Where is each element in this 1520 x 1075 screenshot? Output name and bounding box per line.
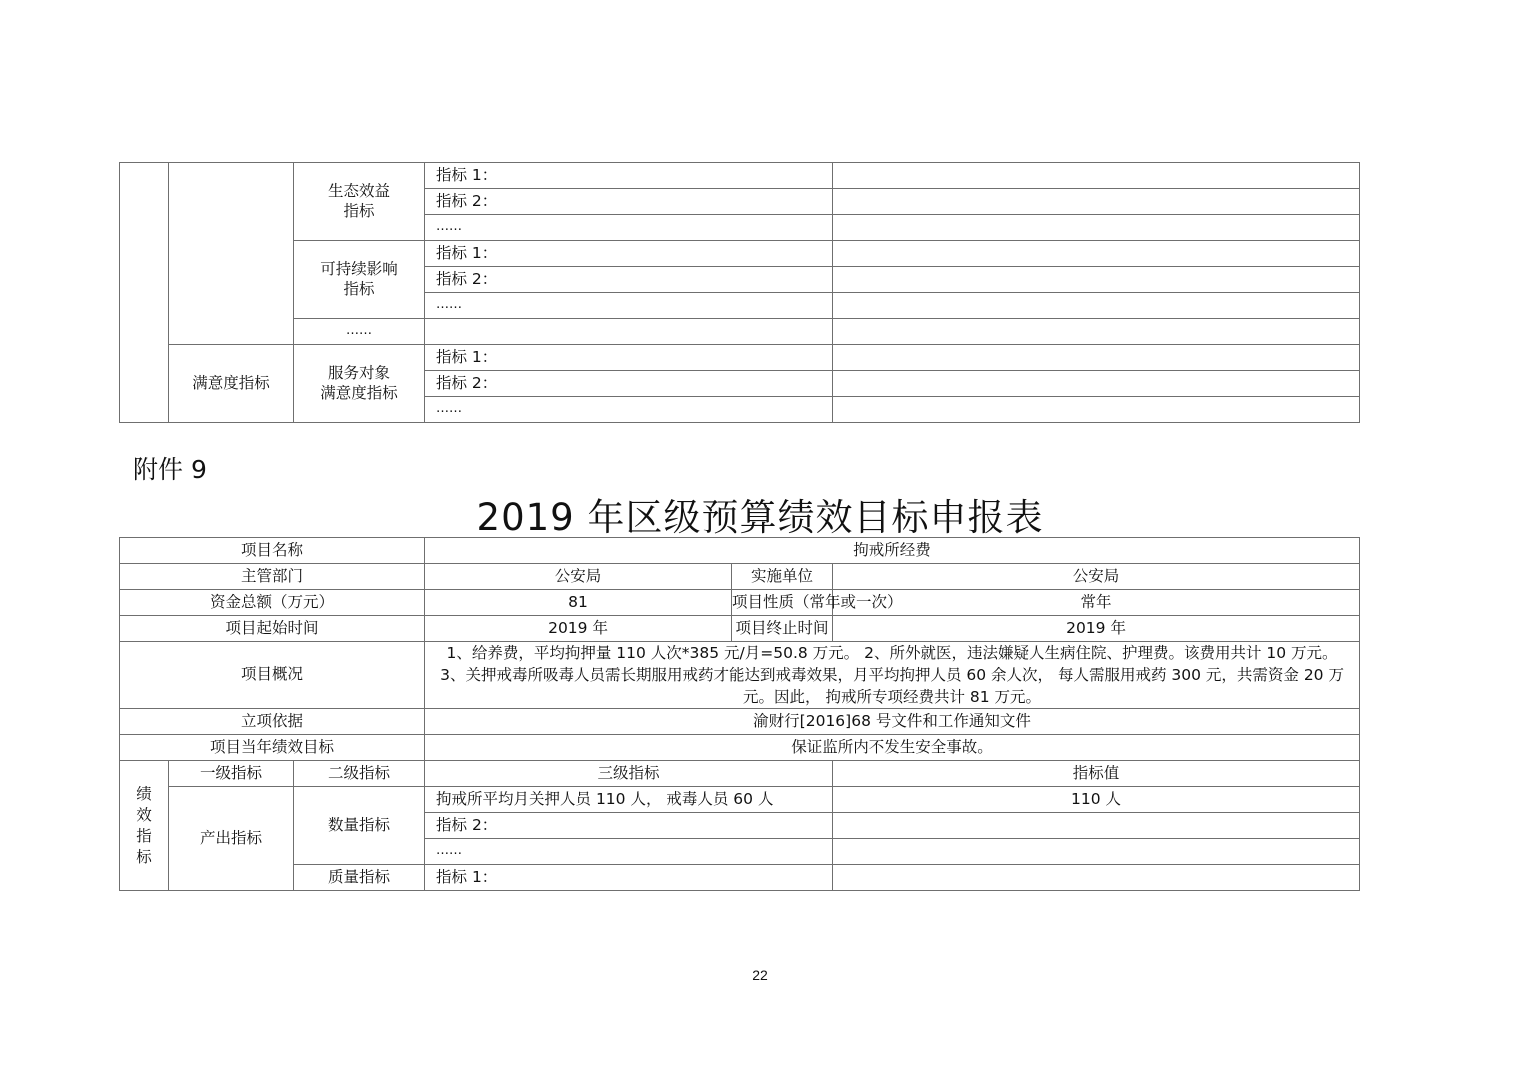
overview-label: 项目概况 (120, 642, 425, 709)
sustain-indicator-1: 指标 1： (425, 241, 833, 267)
document-title: 2019 年区级预算绩效目标申报表 (476, 496, 1044, 539)
quantity-value-1: 110 人 (833, 787, 1360, 813)
eco-value-2 (833, 189, 1360, 215)
satisfaction-indicator-more: …… (425, 397, 833, 423)
header-value: 指标值 (833, 761, 1360, 787)
level2-more: …… (294, 319, 425, 345)
quantity-indicator-more: …… (425, 839, 833, 865)
quality-indicator-1: 指标 1： (425, 865, 833, 891)
quantity-value-2 (833, 813, 1360, 839)
satisfaction-indicator-1: 指标 1： (425, 345, 833, 371)
header-level2: 二级指标 (294, 761, 425, 787)
implementer-value: 公安局 (833, 564, 1360, 590)
sustain-value-3 (833, 293, 1360, 319)
department-value: 公安局 (425, 564, 732, 590)
overview-text: 1、给养费，平均拘押量 110 人次*385 元/月=50.8 万元。 2、所外就医，违法嫌疑人生病住院、护理费。该费用共计 10 万元。 3、关押戒毒所吸毒人员需长期服用戒药才能达到戒毒效果，月平均拘押人员 60 余人次， 每人需服用戒药 300 元，共需资金 20 万元。因此， 拘戒所专项经费共计 81 万元。 (425, 642, 1360, 709)
eco-indicator-1: 指标 1： (425, 163, 833, 189)
more-value (833, 319, 1360, 345)
quantity-indicator-1: 拘戒所平均月关押人员 110 人， 戒毒人员 60 人 (425, 787, 833, 813)
satisfaction-value-1 (833, 345, 1360, 371)
department-label: 主管部门 (120, 564, 425, 590)
page-number: 22 (752, 967, 768, 983)
project-name-value: 拘戒所经费 (425, 538, 1360, 564)
satisfaction-indicator-2: 指标 2： (425, 371, 833, 397)
total-funds-value: 81 (425, 590, 732, 616)
sustain-value-1 (833, 241, 1360, 267)
goal-label: 项目当年绩效目标 (120, 735, 425, 761)
end-time-value: 2019 年 (833, 616, 1360, 642)
satisfaction-label: 满意度指标 (169, 345, 294, 423)
sustain-value-2 (833, 267, 1360, 293)
start-time-label: 项目起始时间 (120, 616, 425, 642)
indicator-table-continued (119, 162, 1360, 423)
service-satisfaction-label: 服务对象 满意度指标 (294, 345, 425, 423)
level1-cell (169, 163, 294, 345)
end-time-label: 项目终止时间 (732, 616, 833, 642)
more-indicator (425, 319, 833, 345)
quality-indicator-label: 质量指标 (294, 865, 425, 891)
nature-label: 项目性质（常年或一次） (732, 590, 833, 616)
attachment-label: 附件 9 (133, 455, 207, 484)
output-indicator-label: 产出指标 (169, 787, 294, 891)
eco-value-1 (833, 163, 1360, 189)
eco-benefit-label: 生态效益 指标 (294, 163, 425, 241)
start-time-value: 2019 年 (425, 616, 732, 642)
header-level1: 一级指标 (169, 761, 294, 787)
sustain-indicator-2: 指标 2： (425, 267, 833, 293)
project-name-label: 项目名称 (120, 538, 425, 564)
eco-indicator-more: …… (425, 215, 833, 241)
basis-label: 立项依据 (120, 709, 425, 735)
perf-label-cell (120, 163, 169, 423)
nature-value: 常年 (833, 590, 1360, 616)
total-funds-label: 资金总额（万元） (120, 590, 425, 616)
sustain-label: 可持续影响 指标 (294, 241, 425, 319)
quantity-value-3 (833, 839, 1360, 865)
eco-indicator-2: 指标 2： (425, 189, 833, 215)
implementer-label: 实施单位 (732, 564, 833, 590)
sustain-indicator-more: …… (425, 293, 833, 319)
header-level3: 三级指标 (425, 761, 833, 787)
goal-value: 保证监所内不发生安全事故。 (425, 735, 1360, 761)
satisfaction-value-3 (833, 397, 1360, 423)
basis-value: 渝财行[2016]68 号文件和工作通知文件 (425, 709, 1360, 735)
quantity-indicator-label: 数量指标 (294, 787, 425, 865)
eco-value-3 (833, 215, 1360, 241)
budget-form-table (119, 537, 1360, 891)
perf-indicator-label: 绩 效 指 标 (120, 761, 169, 891)
satisfaction-value-2 (833, 371, 1360, 397)
quantity-indicator-2: 指标 2： (425, 813, 833, 839)
quality-value-1 (833, 865, 1360, 891)
